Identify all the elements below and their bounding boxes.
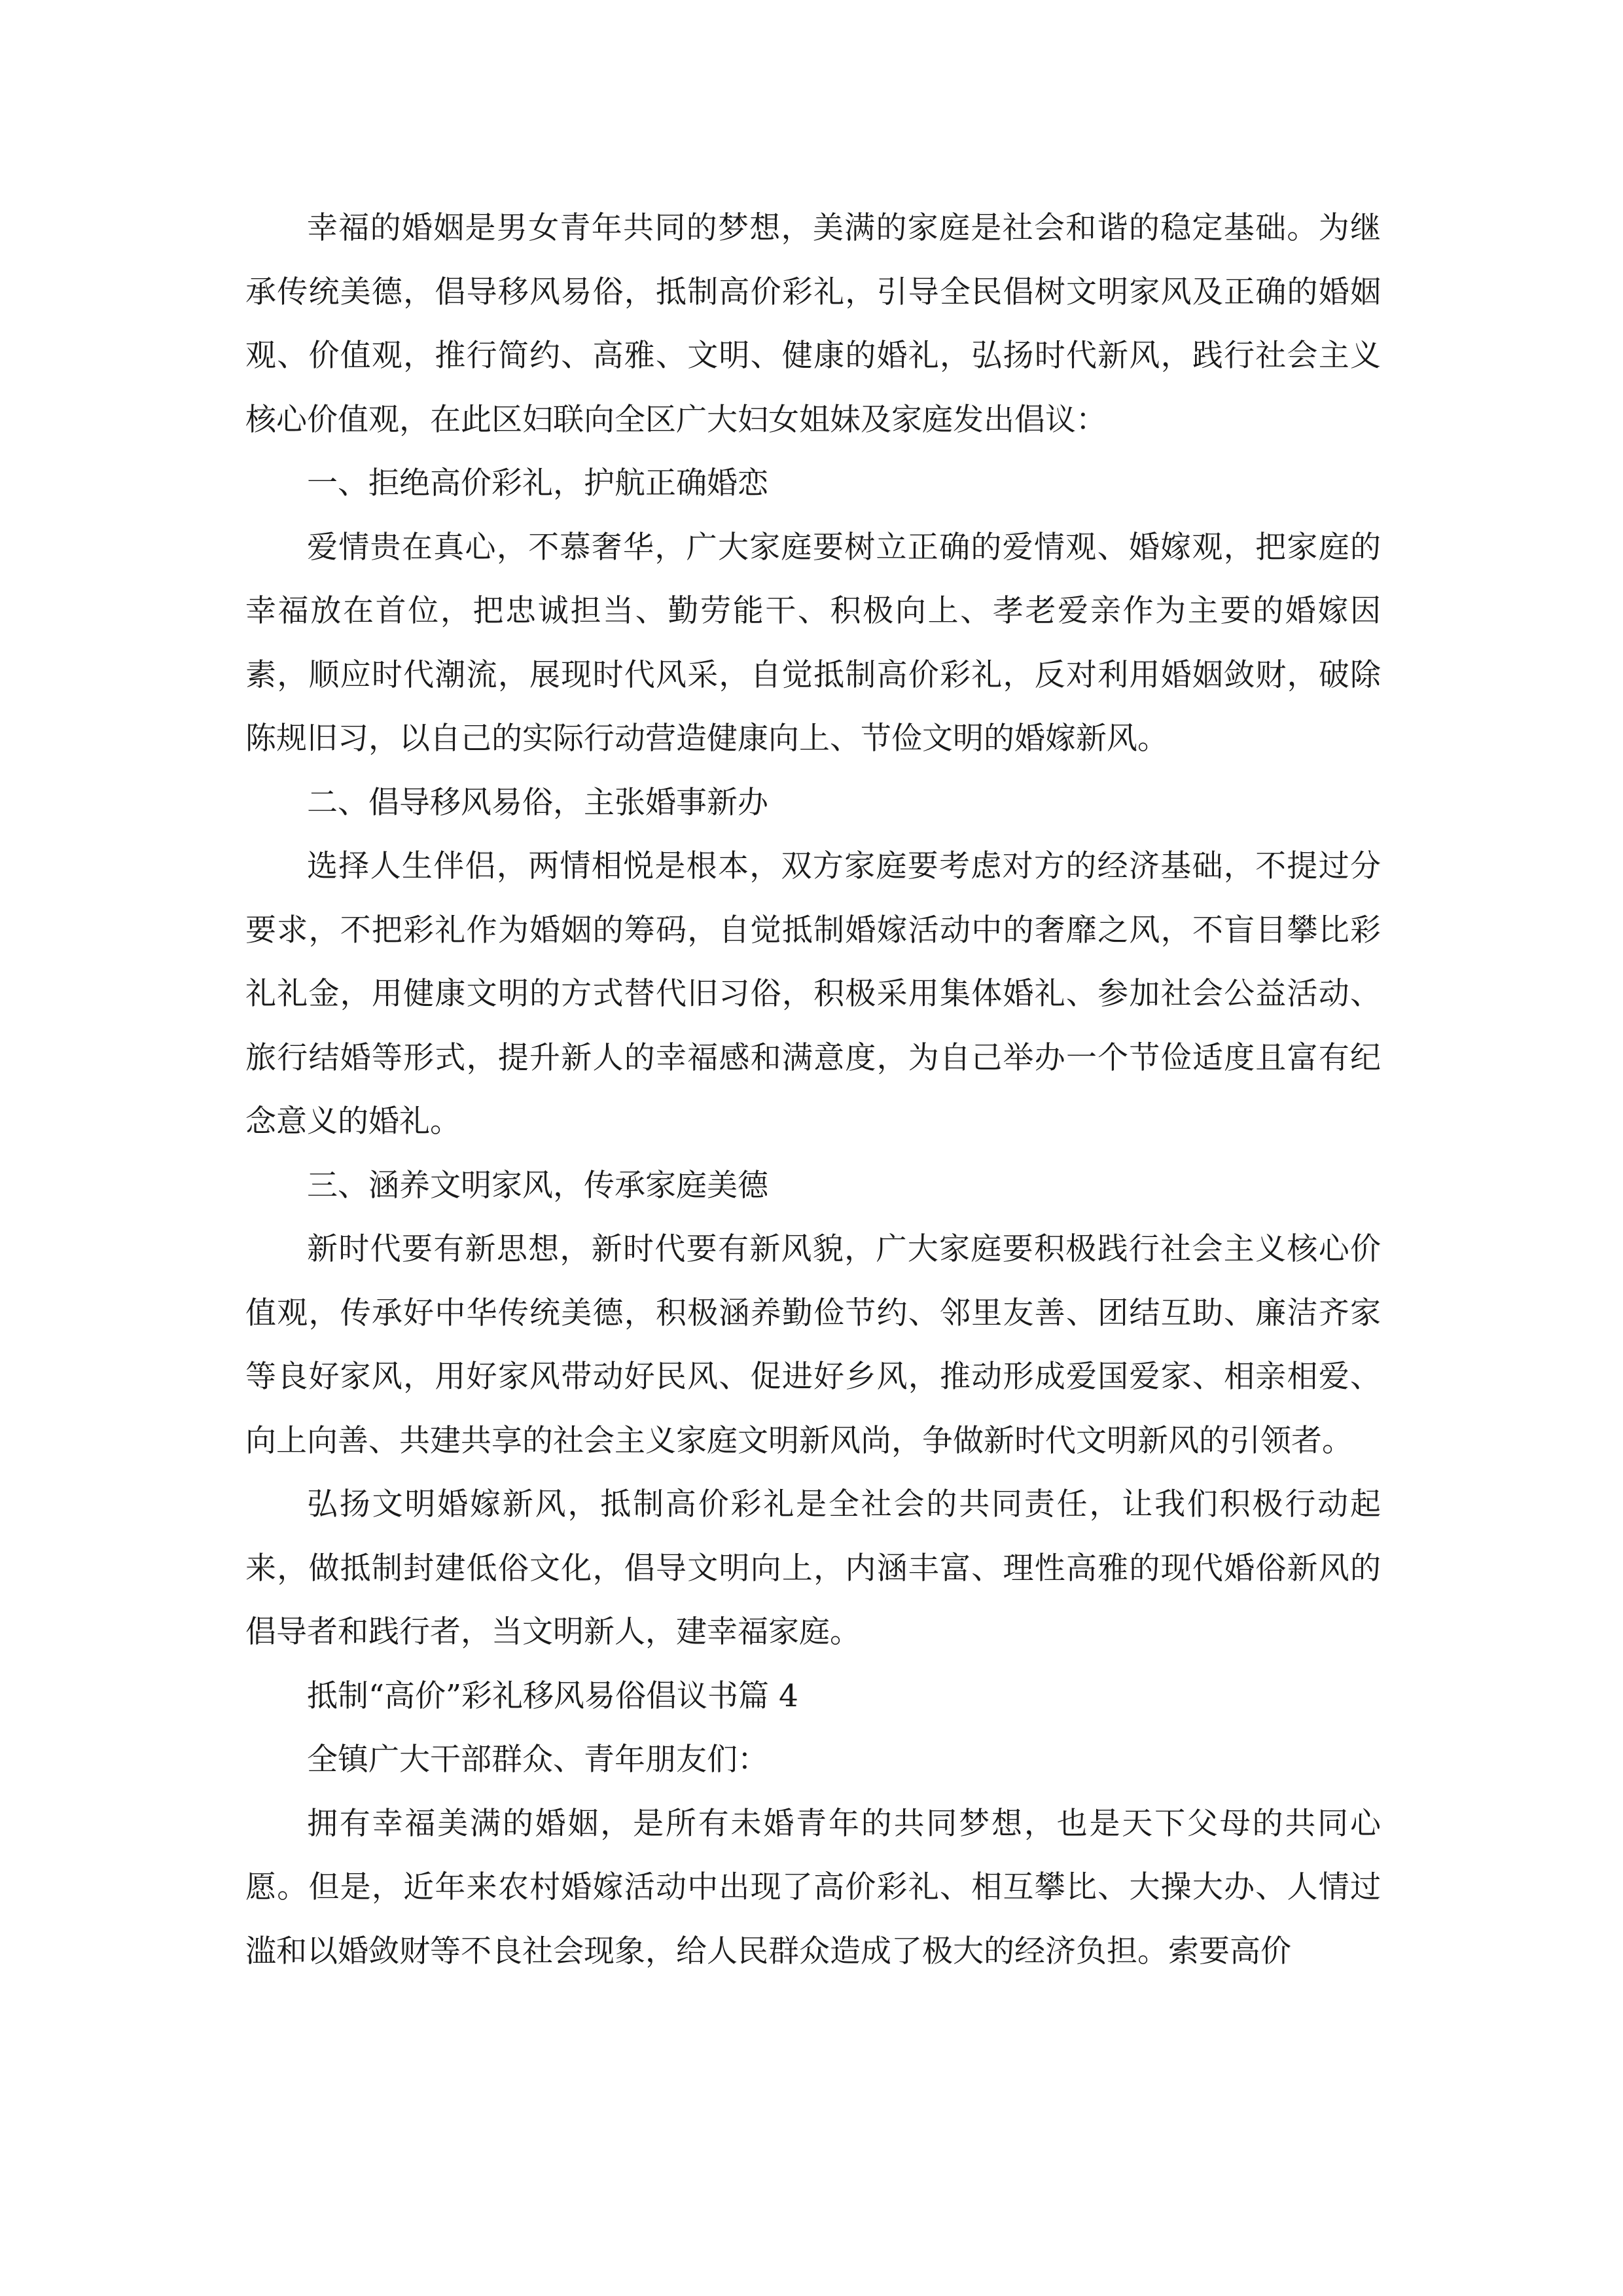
section-heading-1: 一、拒绝高价彩礼，护航正确婚恋 xyxy=(307,465,768,501)
salutation: 全镇广大干部群众、青年朋友们： xyxy=(307,1742,768,1778)
section-heading-3: 三、涵养文明家风，传承家庭美德 xyxy=(307,1167,768,1204)
section-heading-2: 二、倡导移风易俗，主张婚事新办 xyxy=(307,784,768,821)
intro-paragraph: 幸福的婚姻是男女青年共同的梦想，美满的家庭是社会和谐的稳定基础。为继承传统美德，倡导移风易俗，抵制高价彩礼，引导全民倡树文明家风及正确的婚姻观、价值观，推行简约、高雅、文明、健康的婚礼，弘扬时代新风，践行社会主义核心价值观，在此区妇联向全区广大妇女姐妹及家庭发出倡议： xyxy=(245,210,1381,438)
section-paragraph-3: 新时代要有新思想，新时代要有新风貌，广大家庭要积极践行社会主义核心价值观，传承好中华传统美德，积极涵养勤俭节约、邻里友善、团结互助、廉洁齐家等良好家风，用好家风带动好民风、促进好乡风，推动形成爱国爱家、相亲相爱、向上向善、共建共享的社会主义家庭文明新风尚，争做新时代文明新风的引领者。 xyxy=(245,1231,1381,1459)
section-paragraph-1: 爱情贵在真心，不慕奢华，广大家庭要树立正确的爱情观、婚嫁观，把家庭的幸福放在首位，把忠诚担当、勤劳能干、积极向上、孝老爱亲作为主要的婚嫁因素，顺应时代潮流，展现时代风采，自觉抵制高价彩礼，反对利用婚姻敛财，破除陈规旧习，以自己的实际行动营造健康向上、节俭文明的婚嫁新风。 xyxy=(245,529,1381,757)
document-body xyxy=(245,196,1381,1983)
article-title: 抵制“高价”彩礼移风易俗倡议书篇 4 xyxy=(307,1677,798,1714)
closing-paragraph: 弘扬文明婚嫁新风，抵制高价彩礼是全社会的共同责任，让我们积极行动起来，做抵制封建低俗文化，倡导文明向上，内涵丰富、理性高雅的现代婚俗新风的倡导者和践行者，当文明新人，建幸福家庭。 xyxy=(245,1486,1381,1650)
body-paragraph: 拥有幸福美满的婚姻，是所有未婚青年的共同梦想，也是天下父母的共同心愿。但是，近年来农村婚嫁活动中出现了高价彩礼、相互攀比、大操大办、人情过滥和以婚敛财等不良社会现象，给人民群众造成了极大的经济负担。索要高价 xyxy=(245,1805,1381,1969)
section-paragraph-2: 选择人生伴侣，两情相悦是根本，双方家庭要考虑对方的经济基础，不提过分要求，不把彩礼作为婚姻的筹码，自觉抵制婚嫁活动中的奢靡之风，不盲目攀比彩礼礼金，用健康文明的方式替代旧习俗，积极采用集体婚礼、参加社会公益活动、旅行结婚等形式，提升新人的幸福感和满意度，为自己举办一个节俭适度且富有纪念意义的婚礼。 xyxy=(245,848,1381,1139)
